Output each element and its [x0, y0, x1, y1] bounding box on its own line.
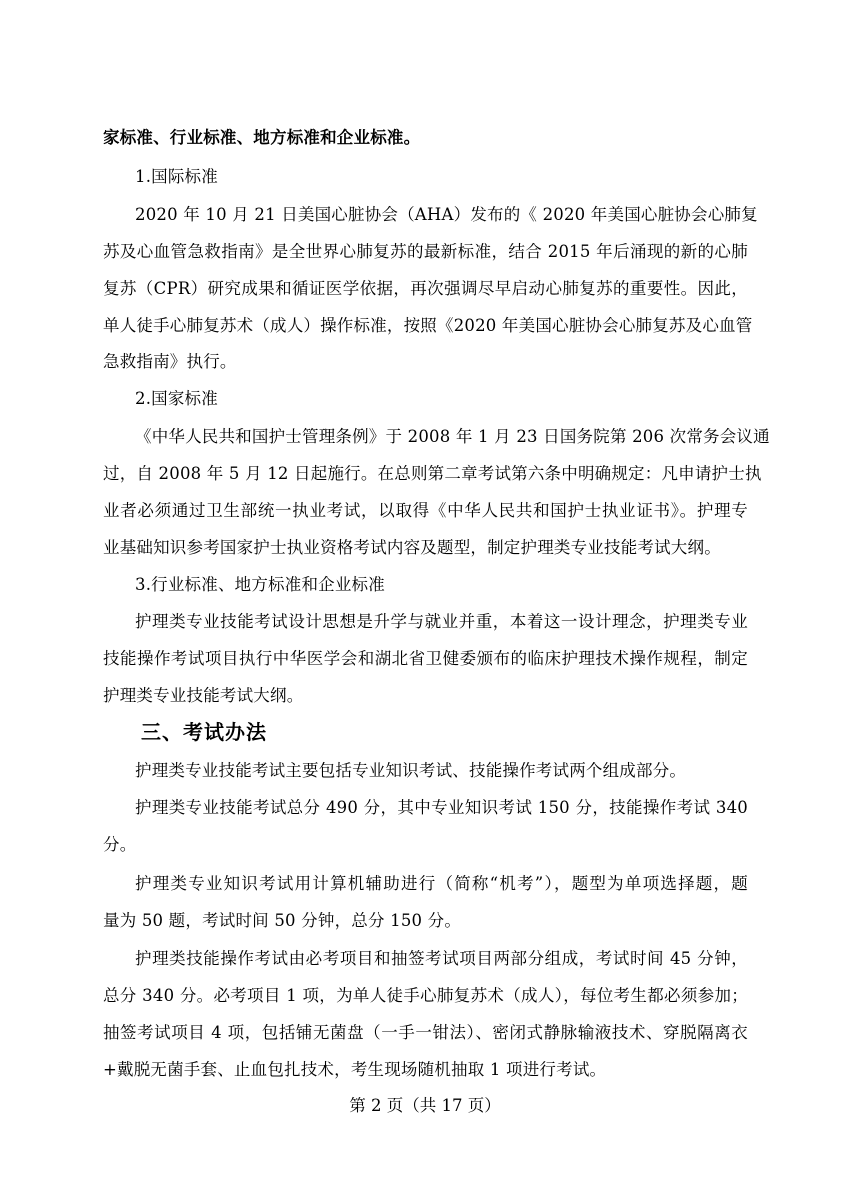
paragraph-line: 业基础知识参考国家护士执业资格考试内容及题型，制定护理类专业技能考试大纲。 — [103, 538, 721, 557]
paragraph-line: 业者必须通过卫生部统一执业考试，以取得《中华人民共和国护士执业证书》。护理专 — [103, 501, 748, 520]
paragraph-line: 苏及心血管急救指南》是全世界心肺复苏的最新标准，结合 2015 年后涌现的新的心肺 — [103, 242, 748, 261]
paragraph-line: 技能操作考试项目执行中华医学会和湖北省卫健委颁布的临床护理技术操作规程，制定 — [103, 649, 748, 668]
paragraph-line: 量为 50 题，考试时间 50 分钟，总分 150 分。 — [103, 911, 462, 930]
chapter-heading: 三、考试办法 — [141, 720, 267, 744]
paragraph-line: 护理类专业技能考试设计思想是升学与就业并重，本着这一设计理念，护理类专业 — [135, 612, 748, 631]
paragraph-line: 抽签考试项目 4 项，包括铺无菌盘（一手一钳法）、密闭式静脉输液技术、穿脱隔离衣 — [103, 1023, 748, 1042]
paragraph-line: 护理类专业技能考试总分 490 分，其中专业知识考试 150 分，技能操作考试 340 — [135, 798, 748, 817]
paragraph-line: 家标准、行业标准、地方标准和企业标准。 — [103, 128, 421, 147]
section-heading: 3.行业标准、地方标准和企业标准 — [135, 575, 385, 594]
paragraph-line: 总分 340 分。必考项目 1 项，为单人徒手心肺复苏术（成人），每位考生都必须参加； — [103, 986, 748, 1005]
paragraph-line: 复苏（CPR）研究成果和循证医学依据，再次强调尽早启动心肺复苏的重要性。因此， — [103, 279, 748, 298]
paragraph-line: 急救指南》执行。 — [103, 352, 237, 371]
paragraph-line: 护理类专业知识考试用计算机辅助进行（简称“机考”），题型为单项选择题，题 — [135, 874, 748, 893]
paragraph-line: +戴脱无菌手套、止血包扎技术，考生现场随机抽取 1 项进行考试。 — [103, 1060, 607, 1079]
paragraph-line: 护理类专业技能考试大纲。 — [103, 686, 304, 705]
paragraph-line: 分。 — [103, 835, 137, 854]
paragraph-line: 《中华人民共和国护士管理条例》于 2008 年 1 月 23 日国务院第 206 次常务会议通 — [135, 427, 770, 446]
paragraph-line: 过，自 2008 年 5 月 12 日起施行。在总则第二章考试第六条中明确规定：凡申请护士执 — [103, 464, 762, 483]
paragraph-line: 护理类专业技能考试主要包括专业知识考试、技能操作考试两个组成部分。 — [135, 761, 687, 780]
paragraph-line: 2020 年 10 月 21 日美国心脏协会（AHA）发布的《 2020 年美国心脏协会心肺复 — [135, 205, 758, 224]
section-heading: 2.国家标准 — [135, 389, 218, 408]
paragraph-line: 单人徒手心肺复苏术（成人）操作标准，按照《2020 年美国心脏协会心肺复苏及心血管 — [103, 316, 753, 335]
paragraph-line: 护理类技能操作考试由必考项目和抽签考试项目两部分组成，考试时间 45 分钟， — [135, 949, 748, 968]
section-heading: 1.国际标准 — [135, 167, 218, 186]
page-number-footer: 第 2 页（共 17 页） — [349, 1096, 501, 1115]
